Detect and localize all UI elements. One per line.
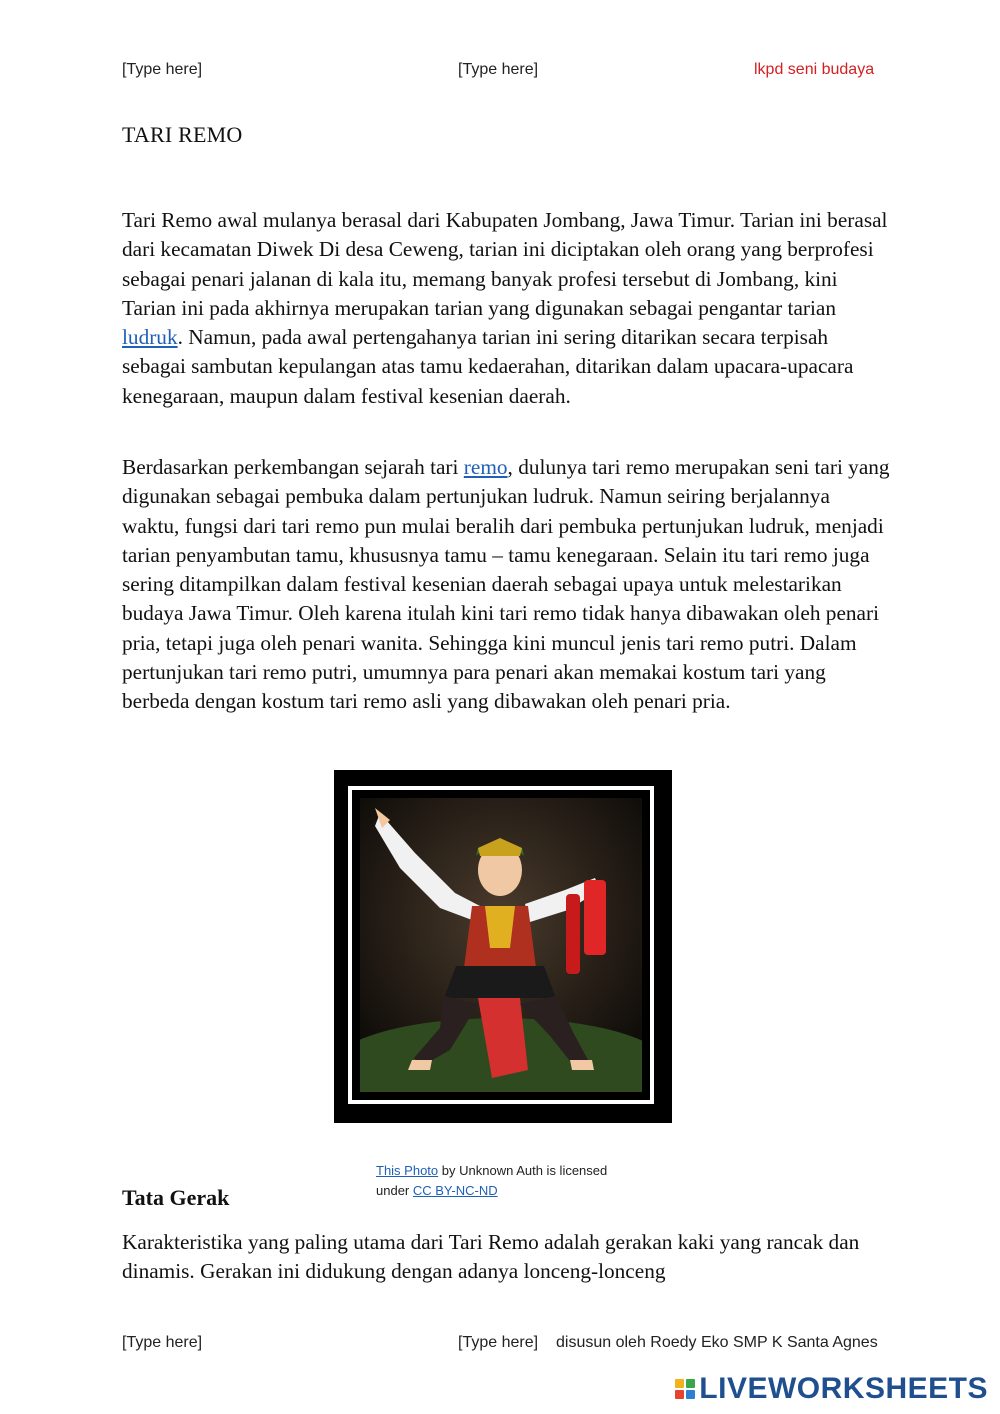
paragraph-history-text-a: Berdasarkan perkembangan sejarah tari (122, 455, 464, 479)
ludruk-link[interactable]: ludruk (122, 325, 178, 350)
remo-link[interactable]: remo (463, 455, 508, 479)
header-right: lkpd seni budaya (754, 61, 875, 78)
paragraph-movement: Karakteristika yang paling utama dari Tari Remo adalah gerakan kaki yang rancak dan dinamis. Gerakan ini didukung dengan adanya lonceng-lonceng (122, 1230, 860, 1284)
logo-square-4 (686, 1390, 695, 1399)
liveworksheets-logo (675, 1372, 988, 1406)
license-link[interactable]: CC BY-NC-ND (412, 1183, 498, 1198)
logo-square-3 (675, 1390, 684, 1399)
section-heading-tata-gerak: Tata Gerak (122, 1185, 230, 1210)
photo-caption (376, 1161, 636, 1201)
header-center: [Type here] (458, 61, 539, 78)
liveworksheets-wordmark: LIVEWORKSHEETS (699, 1372, 988, 1405)
logo-square-2 (686, 1379, 695, 1388)
paragraph-origin-text-a: Tari Remo awal mulanya berasal dari Kabupaten Jombang, Jawa Timur. Tarian ini berasal dari kecamatan Diwek Di desa Ceweng, tarian ini diciptakan oleh orang yang berprofesi sebagai penari jalanan di kala itu, memang banyak profesi tersebut di Jombang, kini Tarian ini pada akhirnya merupakan tarian yang digunakan sebagai pengantar tarian (122, 208, 888, 320)
photo-source-link[interactable]: This Photo (376, 1163, 439, 1178)
footer-right: disusun oleh Roedy Eko SMP K Santa Agnes (556, 1334, 878, 1351)
header-left: [Type here] (122, 61, 203, 78)
liveworksheets-logo-icon (675, 1379, 695, 1399)
paragraph-history-text-b: , dulunya tari remo merupakan seni tari yang digunakan sebagai pembuka dalam pertunjukan ludruk. Namun seiring berjalannya waktu, fungsi dari tari remo pun mulai beralih dari pembuka pertunjukan ludruk, menjadi tarian penyambutan tamu, khususnya tamu – tamu kenegaraan. Selain itu tari remo juga sering ditampilkan dalam festival kesenian daerah sebagai upaya untuk melestarikan budaya Jawa Timur. Oleh karena itulah kini tari remo tidak hanya dibawakan oleh penari pria, tetapi juga oleh penari wanita. Sehingga kini muncul jenis tari remo putri. Dalam pertunjukan tari remo putri, umumnya para penari akan memakai kostum tari yang berbeda dengan kostum tari remo asli yang dibawakan oleh penari pria. (122, 455, 890, 714)
footer-left: [Type here] (122, 1334, 203, 1351)
caption-text: by Unknown Auth is licensed under (376, 1163, 608, 1198)
logo-square-1 (675, 1379, 684, 1388)
remo-dancer-photo (348, 786, 654, 1104)
dancer-illustration (360, 798, 642, 1092)
paragraph-origin-text-b: . Namun, pada awal pertengahanya tarian ini sering ditarikan secara terpisah sebagai sambutan kepulangan atas tamu kedaerahan, ditarikan dalam upacara-upacara kenegaraan, maupun dalam festival kesenian daerah. (122, 325, 854, 408)
page-title: TARI REMO (122, 122, 243, 147)
paragraph-origin (122, 206, 892, 411)
footer-center: [Type here] (458, 1334, 539, 1351)
remo-dancer-photo-frame (334, 770, 672, 1123)
paragraph-history (122, 453, 892, 717)
